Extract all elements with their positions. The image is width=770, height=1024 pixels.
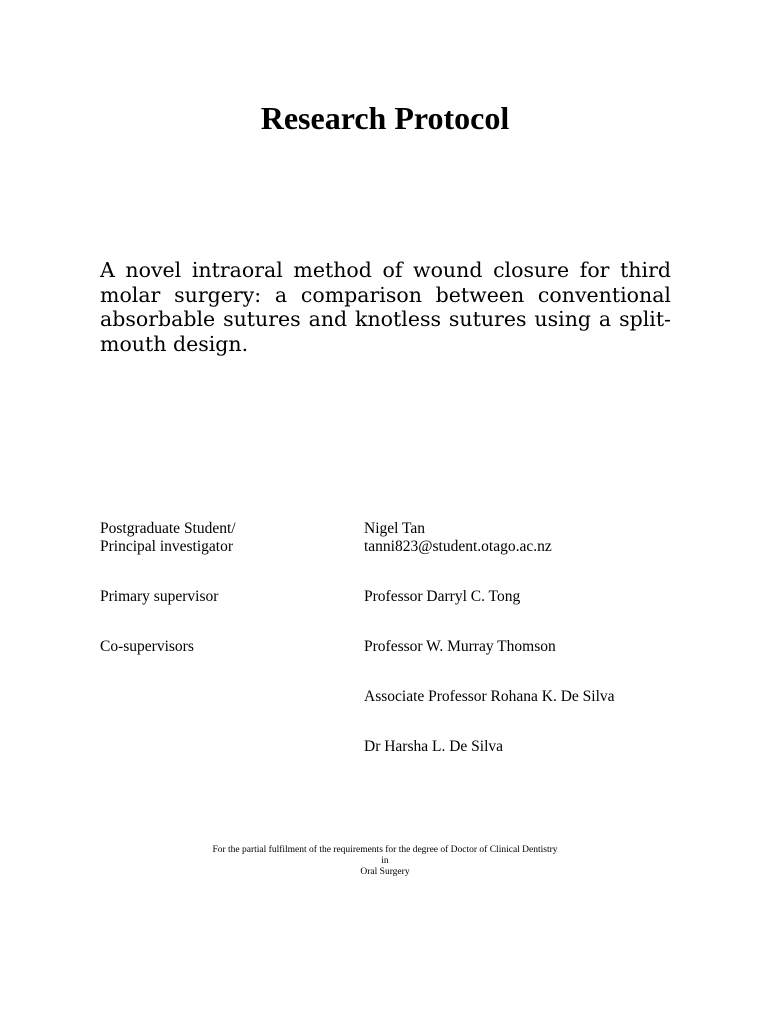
- subtitle-line: absorbable sutures and knotless sutures using a split-: [100, 307, 671, 331]
- role-value-student: [364, 520, 694, 556]
- role-label-line: Postgraduate Student/: [100, 520, 236, 537]
- primary-supervisor-name: Professor Darryl C. Tong: [364, 588, 521, 605]
- degree-note: [0, 845, 770, 878]
- subtitle-line: A novel intraoral method of wound closure for third: [100, 258, 671, 282]
- student-email: tanni823@student.otago.ac.nz: [364, 538, 552, 555]
- role-label-line: Principal investigator: [100, 538, 234, 555]
- degree-note-line: in: [381, 856, 389, 866]
- role-value-co-supervisors: [364, 638, 694, 756]
- role-label-primary-supervisor: [100, 588, 360, 606]
- co-supervisor-name: Dr Harsha L. De Silva: [364, 738, 504, 755]
- degree-note-line: Oral Surgery: [360, 867, 410, 877]
- document-subtitle: [100, 258, 671, 356]
- role-label-line: Co-supervisors: [100, 638, 194, 655]
- role-label-co-supervisors: [100, 638, 360, 656]
- role-value-primary-supervisor: [364, 588, 694, 606]
- document-title: Research Protocol: [260, 100, 510, 136]
- role-label-line: Primary supervisor: [100, 588, 219, 605]
- role-label-student: [100, 520, 360, 556]
- subtitle-line: mouth design.: [100, 331, 249, 356]
- degree-note-line: For the partial fulfilment of the requirements for the degree of Doctor of Clinical Dentistry: [212, 845, 558, 855]
- subtitle-line: molar surgery: a comparison between conventional: [100, 282, 671, 307]
- co-supervisor-name: Associate Professor Rohana K. De Silva: [364, 688, 615, 705]
- student-name: Nigel Tan: [364, 520, 426, 537]
- co-supervisor-name: Professor W. Murray Thomson: [364, 638, 556, 655]
